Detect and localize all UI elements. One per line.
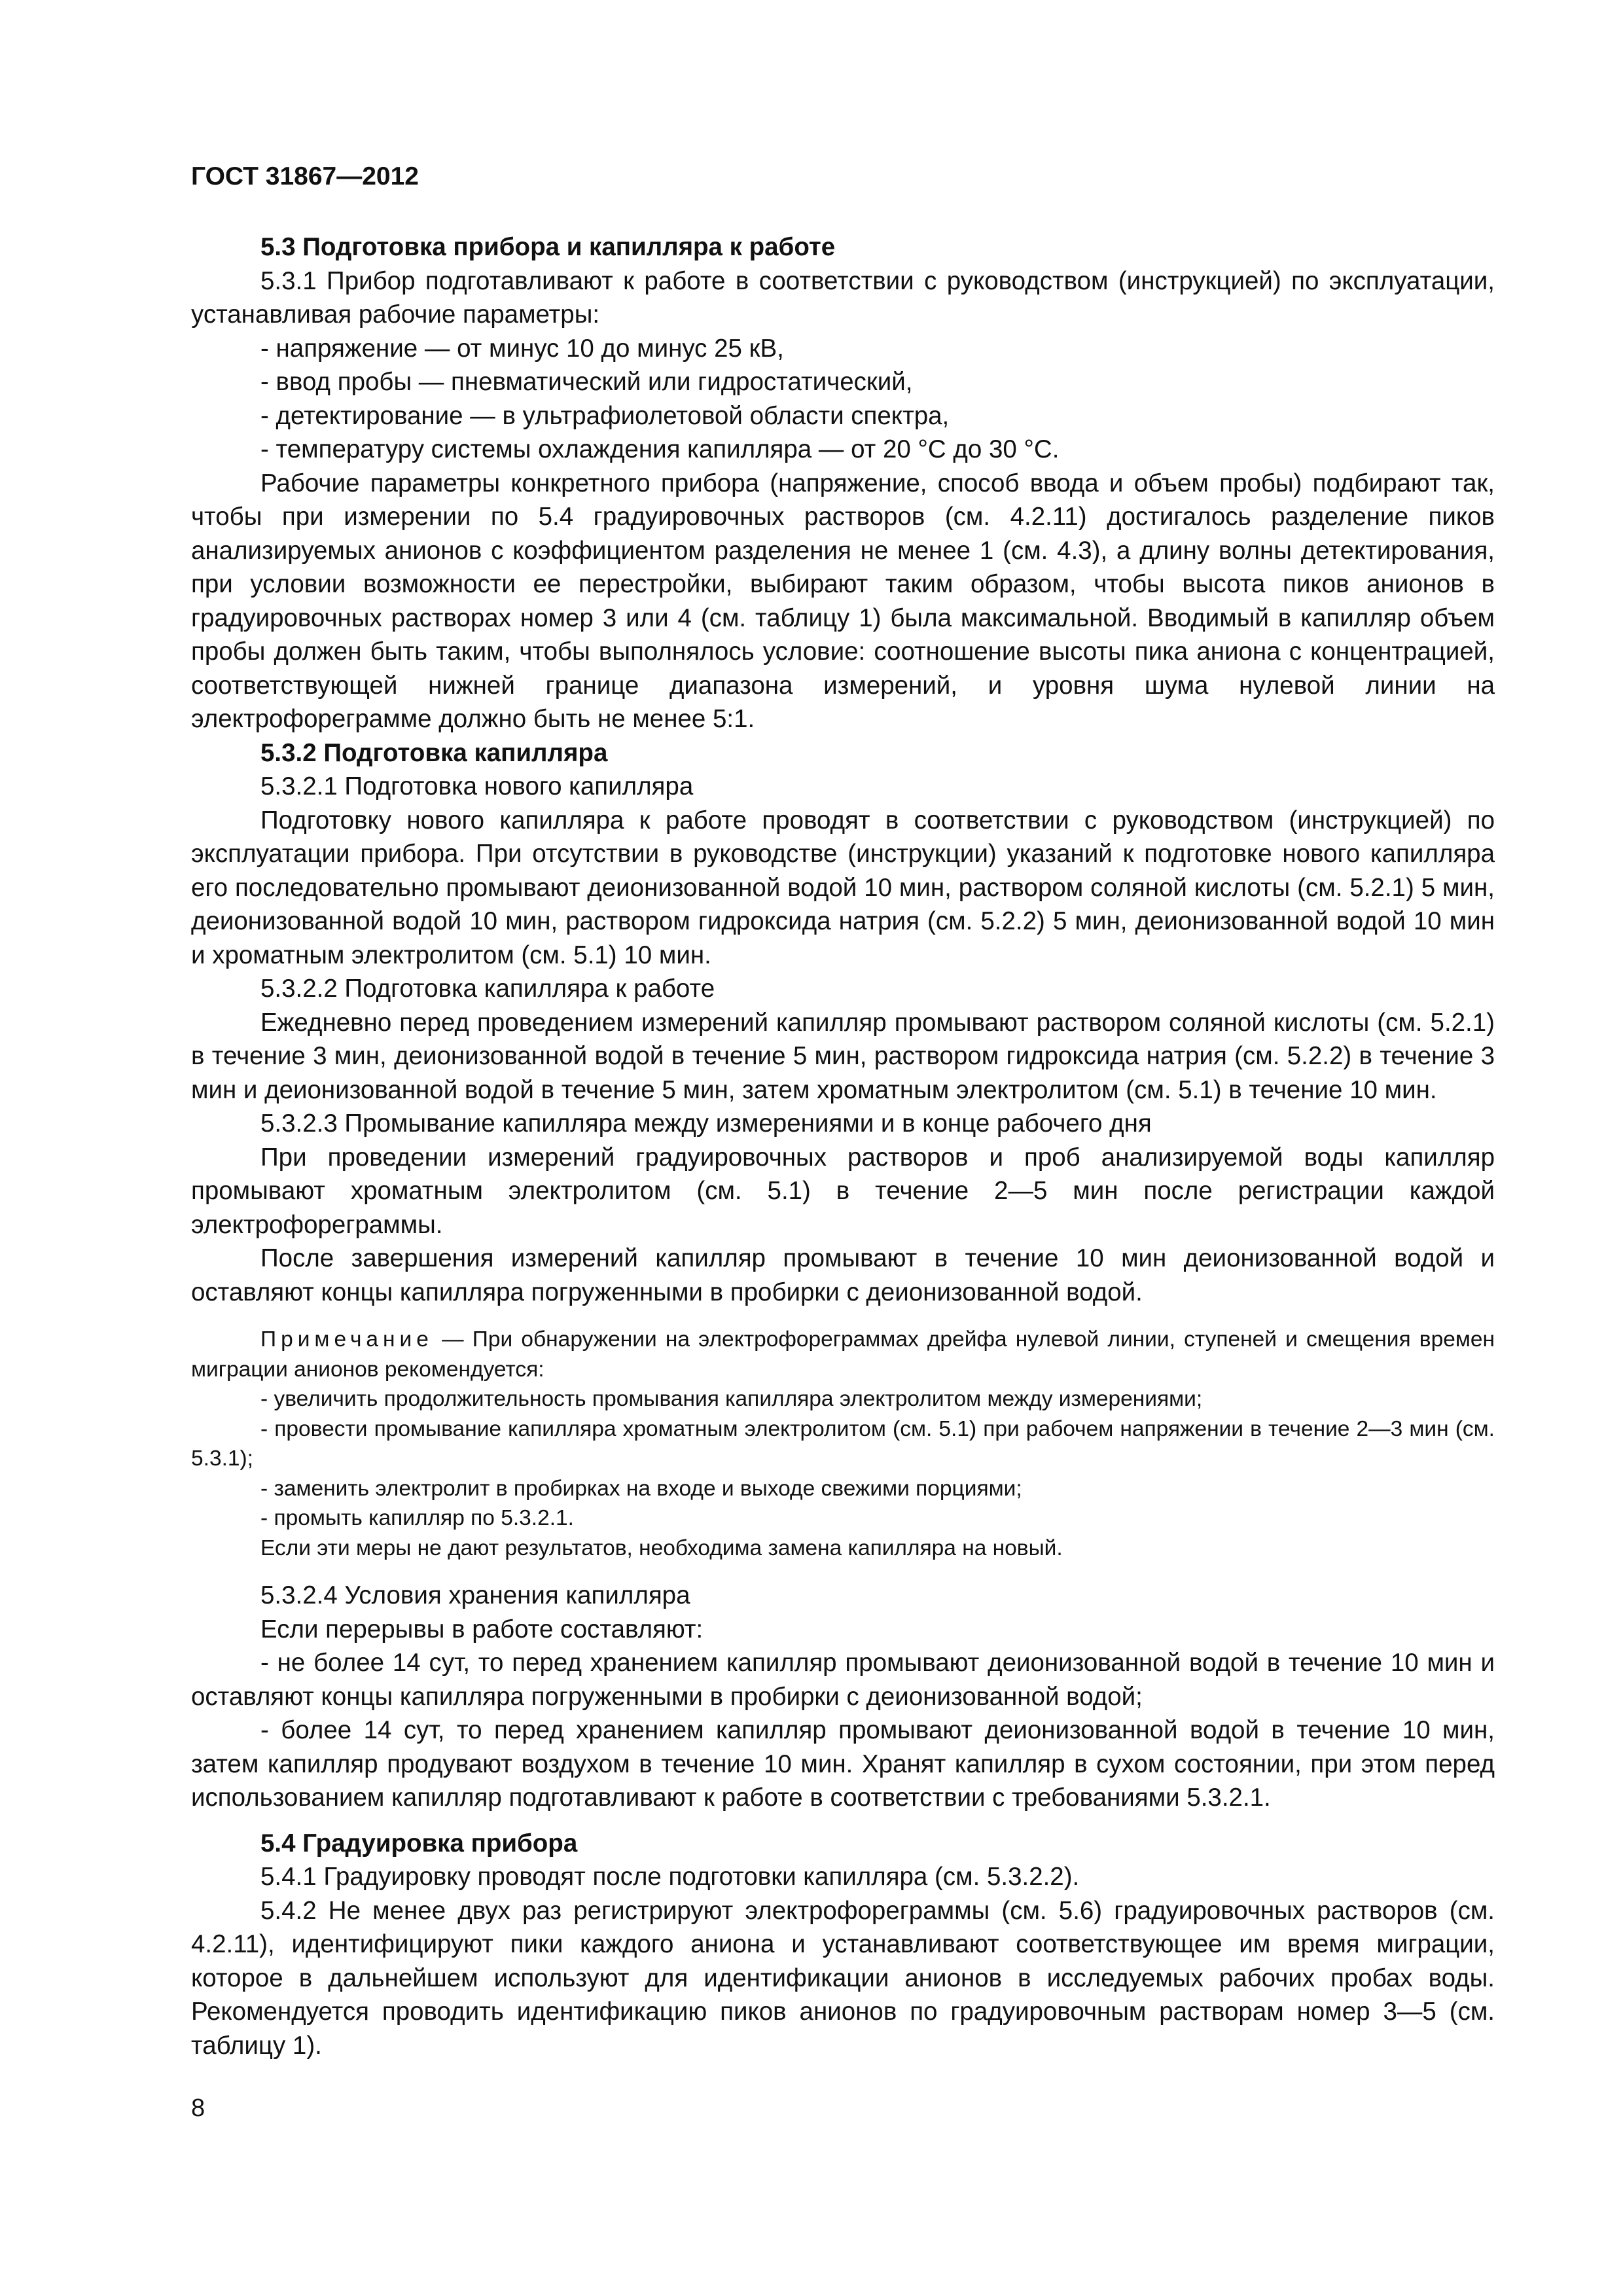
subsection-title-5-3-2-1: 5.3.2.1 Подготовка нового капилляра [260,772,694,800]
paragraph-5-3-2-3-b: После завершения измерений капилляр промывают в течение 10 мин деионизованной водой и оставляют концы капилляра погруженными в пробирки с деионизованной водой. [191,1244,1495,1306]
note-label: Примечание [260,1327,433,1352]
subsection-title-5-3-2-4: 5.3.2.4 Условия хранения капилляра [260,1581,690,1609]
subsection-title-5-3-2-3: 5.3.2.3 Промывание капилляра между измерениями и в конце рабочего дня [260,1109,1152,1138]
note-item: - промыть капилляр по 5.3.2.1. [260,1506,574,1530]
note-item: - провести промывание капилляра хроматным электролитом (см. 5.1) при рабочем напряжении в течение 2—3 мин (см. 5.3.1); [191,1416,1495,1471]
storage-item: - более 14 сут, то перед хранением капилляр промывают деионизованной водой в течение 10 мин, затем капилляр продувают воздухом в течение 10 мин. Хранят капилляр в сухом состоянии, при этом перед использованием капилляр подготавливают к работе в соответствии с требованиями 5.3.2.1. [191,1716,1495,1812]
paragraph-params-description: Рабочие параметры конкретного прибора (напряжение, способ ввода и объем пробы) подбирают так, чтобы при измерении по 5.4 градуировочных растворов (см. 4.2.11) достигалось разделение пиков анализируемых анионов с коэффициентом разделения не менее 1 (см. 4.3), а длину волны детектирования, при условии возможности ее перестройки, выбирают таким образом, чтобы высота пиков анионов в градуировочных растворах номер 3 или 4 (см. таблицу 1) была максимальной. Вводимый в капилляр объем пробы должен быть таким, чтобы выполнялось условие: соотношение высоты пика аниона с концентрацией, соответствующей нижней границе диапазона измерений, и уровня шума нулевой линии на электрофореграмме должно быть не менее 5:1. [191,469,1495,733]
note-paragraph [191,1325,1495,1384]
section-heading-5-3-2: 5.3.2 Подготовка капилляра [260,738,608,767]
paragraph-5-3-2-4-intro: Если перерывы в работе составляют: [260,1615,704,1643]
paragraph-5-4-1: 5.4.1 Градуировку проводят после подготовки капилляра (см. 5.3.2.2). [260,1863,1080,1891]
document-header: ГОСТ 31867—2012 [191,162,419,190]
note-block [191,1325,1495,1563]
note-item: - увеличить продолжительность промывания капилляра электролитом между измерениями; [260,1387,1203,1411]
section-heading-5-3: 5.3 Подготовка прибора и капилляра к работе [260,233,836,261]
paragraph-5-3-2-2: Ежедневно перед проведением измерений капилляр промывают раствором соляной кислоты (см. 5.2.1) в течение 3 мин, деионизованной водой в течение 5 мин, раствором гидроксида натрия (см. 5.2.2) в течение 3 мин и деионизованной водой в течение 5 мин, затем хроматным электролитом (см. 5.1) в течение 10 мин. [191,1008,1495,1104]
storage-item: - не более 14 сут, то перед хранением капилляр промывают деионизованной водой в течение 10 мин и оставляют концы капилляра погруженными в пробирки с деионизованной водой; [191,1649,1495,1711]
paragraph-5-3-1: 5.3.1 Прибор подготавливают к работе в соответствии с руководством (инструкцией) по эксплуатации, устанавливая рабочие параметры: [191,266,1495,329]
page-number: 8 [191,2094,205,2122]
param-item: - напряжение — от минус 10 до минус 25 кВ, [260,334,784,363]
section-heading-5-4: 5.4 Градуировка прибора [260,1829,578,1857]
paragraph-5-3-2-3-a: При проведении измерений градуировочных растворов и проб анализируемой воды капилляр промывают хроматным электролитом (см. 5.1) в течение 2—5 мин после регистрации каждой электрофореграммы. [191,1143,1495,1239]
note-item: Если эти меры не дают результатов, необходима замена капилляра на новый. [260,1535,1063,1560]
param-item: - ввод пробы — пневматический или гидростатический, [260,368,913,396]
paragraph-5-3-2-1: Подготовку нового капилляра к работе проводят в соответствии с руководством (инструкцией) по эксплуатации прибора. При отсутствии в руководстве (инструкции) указаний к подготовке нового капилляра его последовательно промывают деионизованной водой 10 мин, раствором соляной кислоты (см. 5.2.1) 5 мин, деионизованной водой 10 мин, раствором гидроксида натрия (см. 5.2.2) 5 мин, деионизованной водой 10 мин и хроматным электролитом (см. 5.1) 10 мин. [191,806,1495,969]
paragraph-5-4-2: 5.4.2 Не менее двух раз регистрируют электрофореграммы (см. 5.6) градуировочных растворов (см. 4.2.11), идентифицируют пики каждого аниона и устанавливают соответствующее им время миграции, которое в дальнейшем используют для идентификации анионов в исследуемых рабочих пробах воды. Рекомендуется проводить идентификацию пиков анионов по градуировочным растворам номер 3—5 (см. таблицу 1). [191,1896,1495,2060]
param-item: - температуру системы охлаждения капилляра — от 20 °С до 30 °С. [260,435,1060,463]
subsection-title-5-3-2-2: 5.3.2.2 Подготовка капилляра к работе [260,975,715,1003]
page-content [191,228,1495,2062]
param-item: - детектирование — в ультрафиолетовой области спектра, [260,401,950,430]
note-text: — При обнаружении на электрофореграммах дрейфа нулевой линии, ступеней и смещения времен миграции анионов рекомендуется: [191,1327,1495,1382]
note-item: - заменить электролит в пробирках на входе и выходе свежими порциями; [260,1476,1022,1501]
